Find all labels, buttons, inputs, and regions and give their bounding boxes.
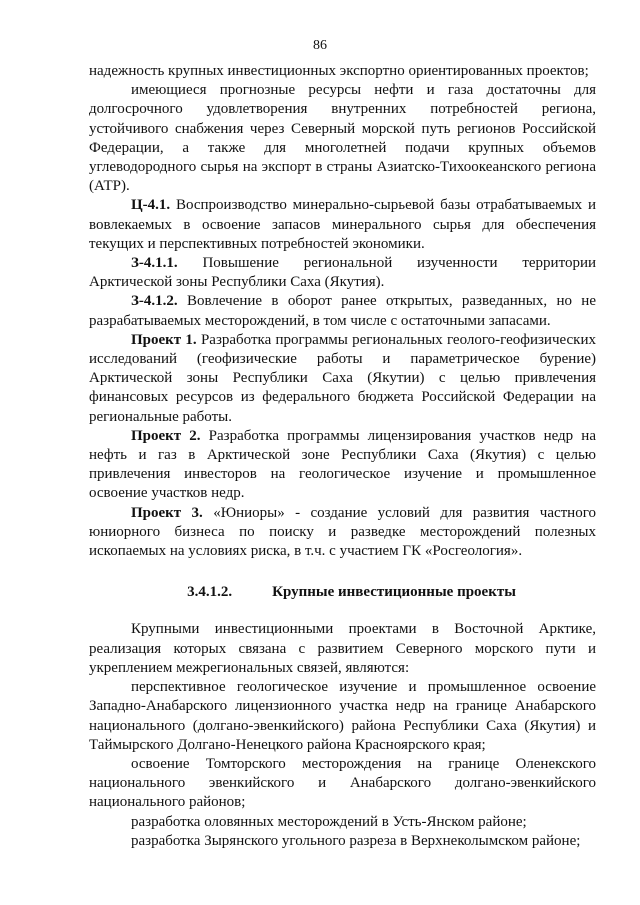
paragraph-lead: Проект 1. <box>131 331 197 348</box>
paragraph-text: Крупными инвестиционными проектами в Восточной Арктике, реализация которых связана с развитием Северного морского пути и укреплением межрегиональных связей, являются: <box>89 621 596 676</box>
paragraph <box>89 620 596 678</box>
paragraph-project <box>89 331 596 427</box>
list-item-text: освоение Томторского месторождения на границе Оленекского национального эвенкийского и Анабарского долгано-эвенкийского национального районов; <box>89 755 596 811</box>
list-item <box>89 678 596 755</box>
paragraph-text: Воспроизводство минерально-сырьевой базы отрабатываемых и вовлекаемых в освоение запасов минерального сырья для обеспечения текущих и перспективных потребностей экономики. <box>89 197 596 252</box>
section-title: Крупные инвестиционные проекты <box>272 584 516 601</box>
paragraph <box>89 62 596 81</box>
paragraph-text: Разработка программы лицензирования участков недр на нефть и газ в Арктической зоне Республики Саха (Якутия) с целью привлечения инвесторов на геологическое изучение и промышленное освоение участков недр. <box>89 427 596 502</box>
paragraph-project <box>89 427 596 504</box>
list-item-text: разработка оловянных месторождений в Усть-Янском районе; <box>131 813 527 830</box>
paragraph-task <box>89 254 596 292</box>
paragraph-lead: Проект 2. <box>131 427 201 444</box>
paragraph-lead: Ц-4.1. <box>131 197 171 214</box>
paragraph-lead: Проект 3. <box>131 504 203 521</box>
paragraph-task <box>89 292 596 330</box>
list-item <box>89 755 596 813</box>
section-spacer <box>89 561 596 583</box>
heading-spacer <box>89 602 596 620</box>
paragraph-text: «Юниоры» - создание условий для развития частного юниорного бизнеса по поиску и разведке месторождений полезных ископаемых на условиях риска, в т.ч. с участием ГК «Росгеология». <box>89 504 596 560</box>
paragraph-text: имеющиеся прогнозные ресурсы нефти и газа достаточны для долгосрочного удовлетворения внутренних потребностей региона, устойчивого снабжения через Северный морской путь регионов Российской Федерации, а также для многолетней подачи крупных объемов углеводородного сырья на экспорт в страны Азиатско-Тихоокеанского региона (АТР). <box>89 82 596 195</box>
paragraph-project <box>89 504 596 562</box>
section-heading <box>89 583 596 602</box>
list-item <box>89 832 596 851</box>
paragraph-lead: З-4.1.2. <box>131 293 178 310</box>
list-item-text: разработка Зырянского угольного разреза в Верхнеколымском районе; <box>131 832 581 849</box>
list-item-text: перспективное геологическое изучение и промышленное освоение Западно-Анабарского лицензионного участка недр на границе Анабарского национального (долгано-эвенкийского) района Республики Саха (Якутия) и Таймырского Долгано-Ненецкого района Красноярского края; <box>89 679 596 753</box>
list-item <box>89 813 596 832</box>
paragraph-goal <box>89 196 596 254</box>
body-text <box>89 62 596 851</box>
page-number: 86 <box>313 38 327 53</box>
paragraph-text: надежность крупных инвестиционных экспортно ориентированных проектов; <box>89 63 589 79</box>
section-number: 3.4.1.2. <box>187 584 233 601</box>
paragraph-lead: З-4.1.1. <box>131 255 178 272</box>
paragraph-text: Повышение региональной изученности территории Арктической зоны Республики Саха (Якутия). <box>89 255 596 291</box>
paragraph-text: Разработка программы региональных геолого-геофизических исследований (геофизические работы и параметрическое бурение) Арктической зоны Республики Саха (Якутии) с целью привлечения финансовых ресурсов из федерального бюджета Российской Федерации на региональные работы. <box>89 331 596 425</box>
paragraph <box>89 81 596 196</box>
paragraph-text: Вовлечение в оборот ранее открытых, разведанных, но не разрабатываемых месторождений, в том числе с остаточными запасами. <box>89 293 596 329</box>
